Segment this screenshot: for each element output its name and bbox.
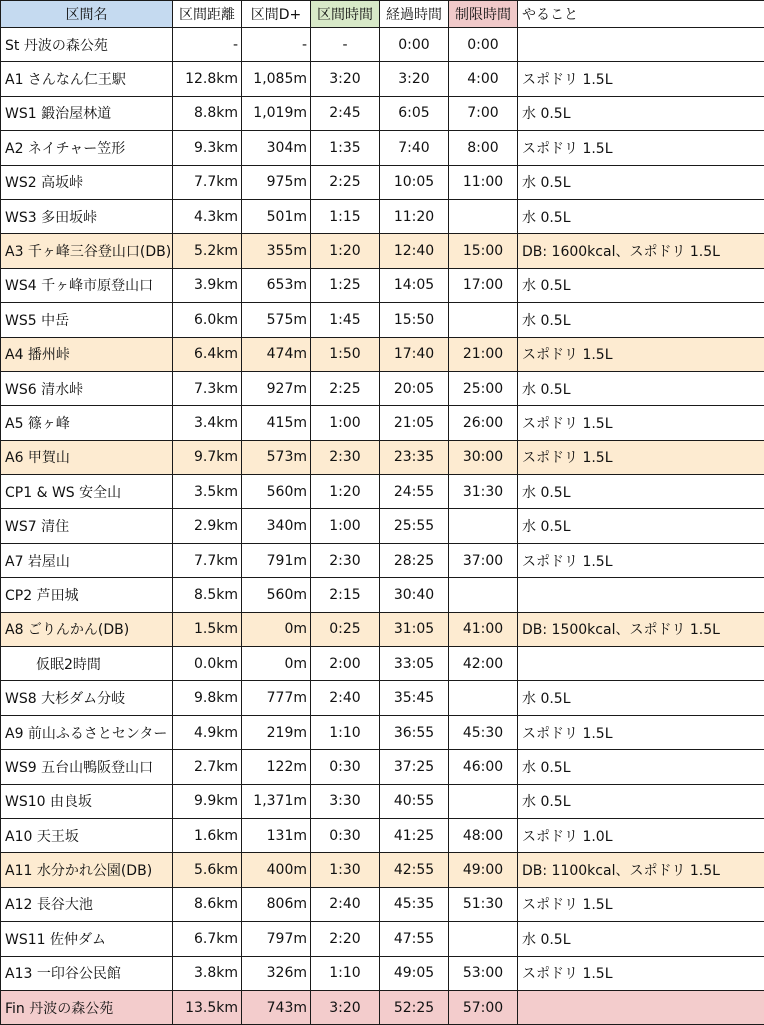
cell-distance: 6.4km: [173, 337, 242, 371]
cell-cutoff-time: 49:00: [449, 853, 518, 887]
cell-distance: 12.8km: [173, 62, 242, 96]
cell-todo: スポドリ 1.5L: [518, 956, 764, 990]
cell-elevation-gain: 560m: [242, 578, 311, 612]
cell-section-name: WS6 清水峠: [1, 371, 173, 405]
cell-section-name: A6 甲賀山: [1, 440, 173, 474]
cell-distance: 9.9km: [173, 784, 242, 818]
cell-distance: 1.5km: [173, 612, 242, 646]
cell-elapsed-time: 45:35: [380, 887, 449, 921]
cell-elapsed-time: 25:55: [380, 509, 449, 543]
cell-section-time: 0:25: [311, 612, 380, 646]
cell-todo: 水 0.5L: [518, 303, 764, 337]
cell-section-name: CP1 & WS 安全山: [1, 475, 173, 509]
cell-todo: スポドリ 1.5L: [518, 715, 764, 749]
cell-elapsed-time: 40:55: [380, 784, 449, 818]
cell-cutoff-time: 30:00: [449, 440, 518, 474]
cell-cutoff-time: 21:00: [449, 337, 518, 371]
cell-todo: スポドリ 1.5L: [518, 543, 764, 577]
cell-todo: 水 0.5L: [518, 268, 764, 302]
cell-distance: -: [173, 28, 242, 62]
cell-elevation-gain: 415m: [242, 406, 311, 440]
cell-cutoff-time: [449, 303, 518, 337]
cell-cutoff-time: 53:00: [449, 956, 518, 990]
cell-elevation-gain: 560m: [242, 475, 311, 509]
cell-distance: 5.2km: [173, 234, 242, 268]
cell-elapsed-time: 24:55: [380, 475, 449, 509]
table-row: [1, 681, 764, 715]
cell-elevation-gain: 0m: [242, 647, 311, 681]
table-row: [1, 28, 764, 62]
cell-elevation-gain: 355m: [242, 234, 311, 268]
cell-section-time: 2:00: [311, 647, 380, 681]
cell-elapsed-time: 21:05: [380, 406, 449, 440]
cell-section-time: 2:20: [311, 922, 380, 956]
cell-section-name: WS1 鍛治屋林道: [1, 96, 173, 130]
cell-todo: DB: 1100kcal、スポドリ 1.5L: [518, 853, 764, 887]
cell-cutoff-time: 31:30: [449, 475, 518, 509]
cell-section-time: 3:20: [311, 990, 380, 1024]
cell-elevation-gain: 806m: [242, 887, 311, 921]
cell-elapsed-time: 12:40: [380, 234, 449, 268]
cell-distance: 2.7km: [173, 750, 242, 784]
table-row: [1, 131, 764, 165]
cell-todo: 水 0.5L: [518, 165, 764, 199]
table-row: [1, 715, 764, 749]
cell-section-name: WS8 大杉ダム分岐: [1, 681, 173, 715]
cell-distance: 3.9km: [173, 268, 242, 302]
cell-elevation-gain: 122m: [242, 750, 311, 784]
cell-todo: スポドリ 1.0L: [518, 818, 764, 852]
cell-section-time: 2:30: [311, 440, 380, 474]
cell-cutoff-time: [449, 199, 518, 233]
table-row: [1, 543, 764, 577]
cell-elapsed-time: 52:25: [380, 990, 449, 1024]
cell-section-time: 2:40: [311, 681, 380, 715]
cell-cutoff-time: [449, 681, 518, 715]
cell-cutoff-time: 7:00: [449, 96, 518, 130]
header-todo: やること: [518, 1, 764, 28]
header-row: [1, 1, 764, 28]
table-row: [1, 440, 764, 474]
cell-section-name: A10 天王坂: [1, 818, 173, 852]
cell-todo: 水 0.5L: [518, 96, 764, 130]
cell-elapsed-time: 20:05: [380, 371, 449, 405]
cell-cutoff-time: [449, 509, 518, 543]
cell-todo: スポドリ 1.5L: [518, 337, 764, 371]
cell-elevation-gain: 326m: [242, 956, 311, 990]
cell-cutoff-time: 17:00: [449, 268, 518, 302]
table-row: [1, 647, 764, 681]
cell-section-name: WS7 清住: [1, 509, 173, 543]
cell-distance: 8.8km: [173, 96, 242, 130]
cell-elapsed-time: 7:40: [380, 131, 449, 165]
cell-elevation-gain: 975m: [242, 165, 311, 199]
cell-elevation-gain: 927m: [242, 371, 311, 405]
header-cutoff-time: 制限時間: [449, 1, 518, 28]
cell-elapsed-time: 6:05: [380, 96, 449, 130]
cell-cutoff-time: 37:00: [449, 543, 518, 577]
cell-section-time: 1:50: [311, 337, 380, 371]
table-row: [1, 96, 764, 130]
cell-section-name: A11 水分かれ公園(DB): [1, 853, 173, 887]
cell-elapsed-time: 33:05: [380, 647, 449, 681]
cell-elapsed-time: 0:00: [380, 28, 449, 62]
cell-section-time: 2:15: [311, 578, 380, 612]
cell-section-time: 1:00: [311, 509, 380, 543]
cell-section-time: 2:25: [311, 165, 380, 199]
cell-distance: 4.3km: [173, 199, 242, 233]
cell-elevation-gain: 400m: [242, 853, 311, 887]
cell-todo: 水 0.5L: [518, 922, 764, 956]
table-row: [1, 818, 764, 852]
cell-distance: 7.7km: [173, 543, 242, 577]
table-row: [1, 922, 764, 956]
cell-distance: 8.5km: [173, 578, 242, 612]
cell-elevation-gain: 653m: [242, 268, 311, 302]
cell-section-name: A9 前山ふるさとセンター: [1, 715, 173, 749]
cell-section-name: A2 ネイチャー笠形: [1, 131, 173, 165]
cell-distance: 2.9km: [173, 509, 242, 543]
cell-todo: 水 0.5L: [518, 509, 764, 543]
cell-elapsed-time: 10:05: [380, 165, 449, 199]
cell-cutoff-time: [449, 784, 518, 818]
cell-section-name: WS10 由良坂: [1, 784, 173, 818]
table-row: [1, 234, 764, 268]
cell-cutoff-time: [449, 578, 518, 612]
cell-elevation-gain: 474m: [242, 337, 311, 371]
cell-section-time: 1:20: [311, 475, 380, 509]
cell-distance: 5.6km: [173, 853, 242, 887]
table-row: [1, 337, 764, 371]
cell-elapsed-time: 30:40: [380, 578, 449, 612]
cell-cutoff-time: 26:00: [449, 406, 518, 440]
cell-elapsed-time: 14:05: [380, 268, 449, 302]
table-row: [1, 406, 764, 440]
header-section-distance: 区間距離: [173, 1, 242, 28]
table-row: [1, 62, 764, 96]
cell-section-name: WS9 五台山鴨阪登山口: [1, 750, 173, 784]
cell-section-name: A5 篠ヶ峰: [1, 406, 173, 440]
cell-cutoff-time: 8:00: [449, 131, 518, 165]
cell-elevation-gain: 791m: [242, 543, 311, 577]
cell-cutoff-time: 46:00: [449, 750, 518, 784]
cell-elapsed-time: 36:55: [380, 715, 449, 749]
cell-elevation-gain: 219m: [242, 715, 311, 749]
cell-elevation-gain: 777m: [242, 681, 311, 715]
cell-cutoff-time: 48:00: [449, 818, 518, 852]
cell-section-time: 3:20: [311, 62, 380, 96]
header-section-time: 区間時間: [311, 1, 380, 28]
table-row: [1, 475, 764, 509]
cell-cutoff-time: 0:00: [449, 28, 518, 62]
cell-elapsed-time: 28:25: [380, 543, 449, 577]
table-header: [1, 1, 764, 28]
cell-section-time: 2:45: [311, 96, 380, 130]
cell-section-time: 1:15: [311, 199, 380, 233]
cell-section-name: WS5 中岳: [1, 303, 173, 337]
cell-section-time: 0:30: [311, 818, 380, 852]
cell-todo: スポドリ 1.5L: [518, 131, 764, 165]
cell-section-name: Fin 丹波の森公苑: [1, 990, 173, 1024]
cell-elevation-gain: 304m: [242, 131, 311, 165]
cell-cutoff-time: 41:00: [449, 612, 518, 646]
cell-cutoff-time: 45:30: [449, 715, 518, 749]
cell-section-time: 3:30: [311, 784, 380, 818]
cell-cutoff-time: [449, 922, 518, 956]
cell-distance: 3.8km: [173, 956, 242, 990]
cell-elapsed-time: 15:50: [380, 303, 449, 337]
cell-elapsed-time: 23:35: [380, 440, 449, 474]
cell-todo: [518, 578, 764, 612]
table-row: [1, 853, 764, 887]
cell-section-time: 1:30: [311, 853, 380, 887]
cell-cutoff-time: 51:30: [449, 887, 518, 921]
cell-distance: 7.7km: [173, 165, 242, 199]
table-row: [1, 612, 764, 646]
cell-distance: 3.4km: [173, 406, 242, 440]
cell-elevation-gain: 1,019m: [242, 96, 311, 130]
cell-distance: 9.7km: [173, 440, 242, 474]
cell-todo: [518, 647, 764, 681]
table-row: [1, 784, 764, 818]
cell-section-name: WS2 高坂峠: [1, 165, 173, 199]
cell-elapsed-time: 17:40: [380, 337, 449, 371]
cell-todo: 水 0.5L: [518, 475, 764, 509]
cell-todo: [518, 28, 764, 62]
table-body: [1, 28, 764, 1025]
table-row: [1, 199, 764, 233]
cell-elevation-gain: 573m: [242, 440, 311, 474]
header-section-elevation-gain: 区間D+: [242, 1, 311, 28]
cell-section-time: 2:30: [311, 543, 380, 577]
table-row: [1, 990, 764, 1024]
cell-section-time: 1:45: [311, 303, 380, 337]
cell-section-name: CP2 芦田城: [1, 578, 173, 612]
cell-elevation-gain: 575m: [242, 303, 311, 337]
cell-section-name: WS11 佐仲ダム: [1, 922, 173, 956]
cell-elapsed-time: 11:20: [380, 199, 449, 233]
cell-section-time: 1:35: [311, 131, 380, 165]
table-row: [1, 165, 764, 199]
cell-section-name: A4 播州峠: [1, 337, 173, 371]
cell-elevation-gain: 131m: [242, 818, 311, 852]
cell-distance: 8.6km: [173, 887, 242, 921]
cell-elevation-gain: 501m: [242, 199, 311, 233]
cell-elevation-gain: 743m: [242, 990, 311, 1024]
cell-elapsed-time: 41:25: [380, 818, 449, 852]
table-row: [1, 371, 764, 405]
cell-elevation-gain: 340m: [242, 509, 311, 543]
cell-elevation-gain: 797m: [242, 922, 311, 956]
cell-section-name: A1 さんなん仁王駅: [1, 62, 173, 96]
header-elapsed-time: 経過時間: [380, 1, 449, 28]
cell-elapsed-time: 31:05: [380, 612, 449, 646]
table-row: [1, 509, 764, 543]
cell-todo: [518, 990, 764, 1024]
cell-section-name: WS3 多田坂峠: [1, 199, 173, 233]
cell-section-name: A7 岩屋山: [1, 543, 173, 577]
table-row: [1, 750, 764, 784]
cell-elapsed-time: 49:05: [380, 956, 449, 990]
cell-todo: 水 0.5L: [518, 371, 764, 405]
cell-section-time: 1:25: [311, 268, 380, 302]
cell-elevation-gain: 1,371m: [242, 784, 311, 818]
cell-elapsed-time: 47:55: [380, 922, 449, 956]
cell-section-time: 1:00: [311, 406, 380, 440]
cell-todo: スポドリ 1.5L: [518, 887, 764, 921]
cell-todo: 水 0.5L: [518, 681, 764, 715]
cell-distance: 7.3km: [173, 371, 242, 405]
cell-todo: スポドリ 1.5L: [518, 440, 764, 474]
cell-cutoff-time: 15:00: [449, 234, 518, 268]
cell-section-time: 1:20: [311, 234, 380, 268]
cell-elapsed-time: 3:20: [380, 62, 449, 96]
cell-section-time: 1:10: [311, 956, 380, 990]
header-section-name: 区間名: [1, 1, 173, 28]
table-row: [1, 303, 764, 337]
cell-section-name: St 丹波の森公苑: [1, 28, 173, 62]
cell-distance: 9.8km: [173, 681, 242, 715]
cell-section-name: A3 千ヶ峰三谷登山口(DB): [1, 234, 173, 268]
cell-elevation-gain: 0m: [242, 612, 311, 646]
cell-section-name: WS4 千ヶ峰市原登山口: [1, 268, 173, 302]
cell-todo: 水 0.5L: [518, 784, 764, 818]
cell-distance: 6.7km: [173, 922, 242, 956]
cell-section-time: -: [311, 28, 380, 62]
cell-distance: 6.0km: [173, 303, 242, 337]
cell-elevation-gain: -: [242, 28, 311, 62]
cell-section-time: 1:10: [311, 715, 380, 749]
cell-section-name: A12 長谷大池: [1, 887, 173, 921]
table-row: [1, 887, 764, 921]
cell-elevation-gain: 1,085m: [242, 62, 311, 96]
table-row: [1, 956, 764, 990]
cell-section-time: 2:25: [311, 371, 380, 405]
cell-section-name: A13 一印谷公民館: [1, 956, 173, 990]
cell-distance: 9.3km: [173, 131, 242, 165]
cell-elapsed-time: 42:55: [380, 853, 449, 887]
cell-cutoff-time: 4:00: [449, 62, 518, 96]
cell-section-time: 0:30: [311, 750, 380, 784]
cell-cutoff-time: 25:00: [449, 371, 518, 405]
cell-elapsed-time: 37:25: [380, 750, 449, 784]
cell-todo: スポドリ 1.5L: [518, 406, 764, 440]
cell-distance: 13.5km: [173, 990, 242, 1024]
cell-section-time: 2:40: [311, 887, 380, 921]
cell-distance: 3.5km: [173, 475, 242, 509]
cell-todo: DB: 1600kcal、スポドリ 1.5L: [518, 234, 764, 268]
cell-todo: 水 0.5L: [518, 750, 764, 784]
cell-section-name: 仮眠2時間: [1, 647, 173, 681]
cell-cutoff-time: 42:00: [449, 647, 518, 681]
cell-elapsed-time: 35:45: [380, 681, 449, 715]
cell-distance: 1.6km: [173, 818, 242, 852]
cell-section-name: A8 ごりんかん(DB): [1, 612, 173, 646]
table-row: [1, 578, 764, 612]
cell-distance: 0.0km: [173, 647, 242, 681]
table-row: [1, 268, 764, 302]
cell-cutoff-time: 11:00: [449, 165, 518, 199]
cell-distance: 4.9km: [173, 715, 242, 749]
cell-cutoff-time: 57:00: [449, 990, 518, 1024]
cell-todo: スポドリ 1.5L: [518, 62, 764, 96]
cell-todo: 水 0.5L: [518, 199, 764, 233]
cell-todo: DB: 1500kcal、スポドリ 1.5L: [518, 612, 764, 646]
